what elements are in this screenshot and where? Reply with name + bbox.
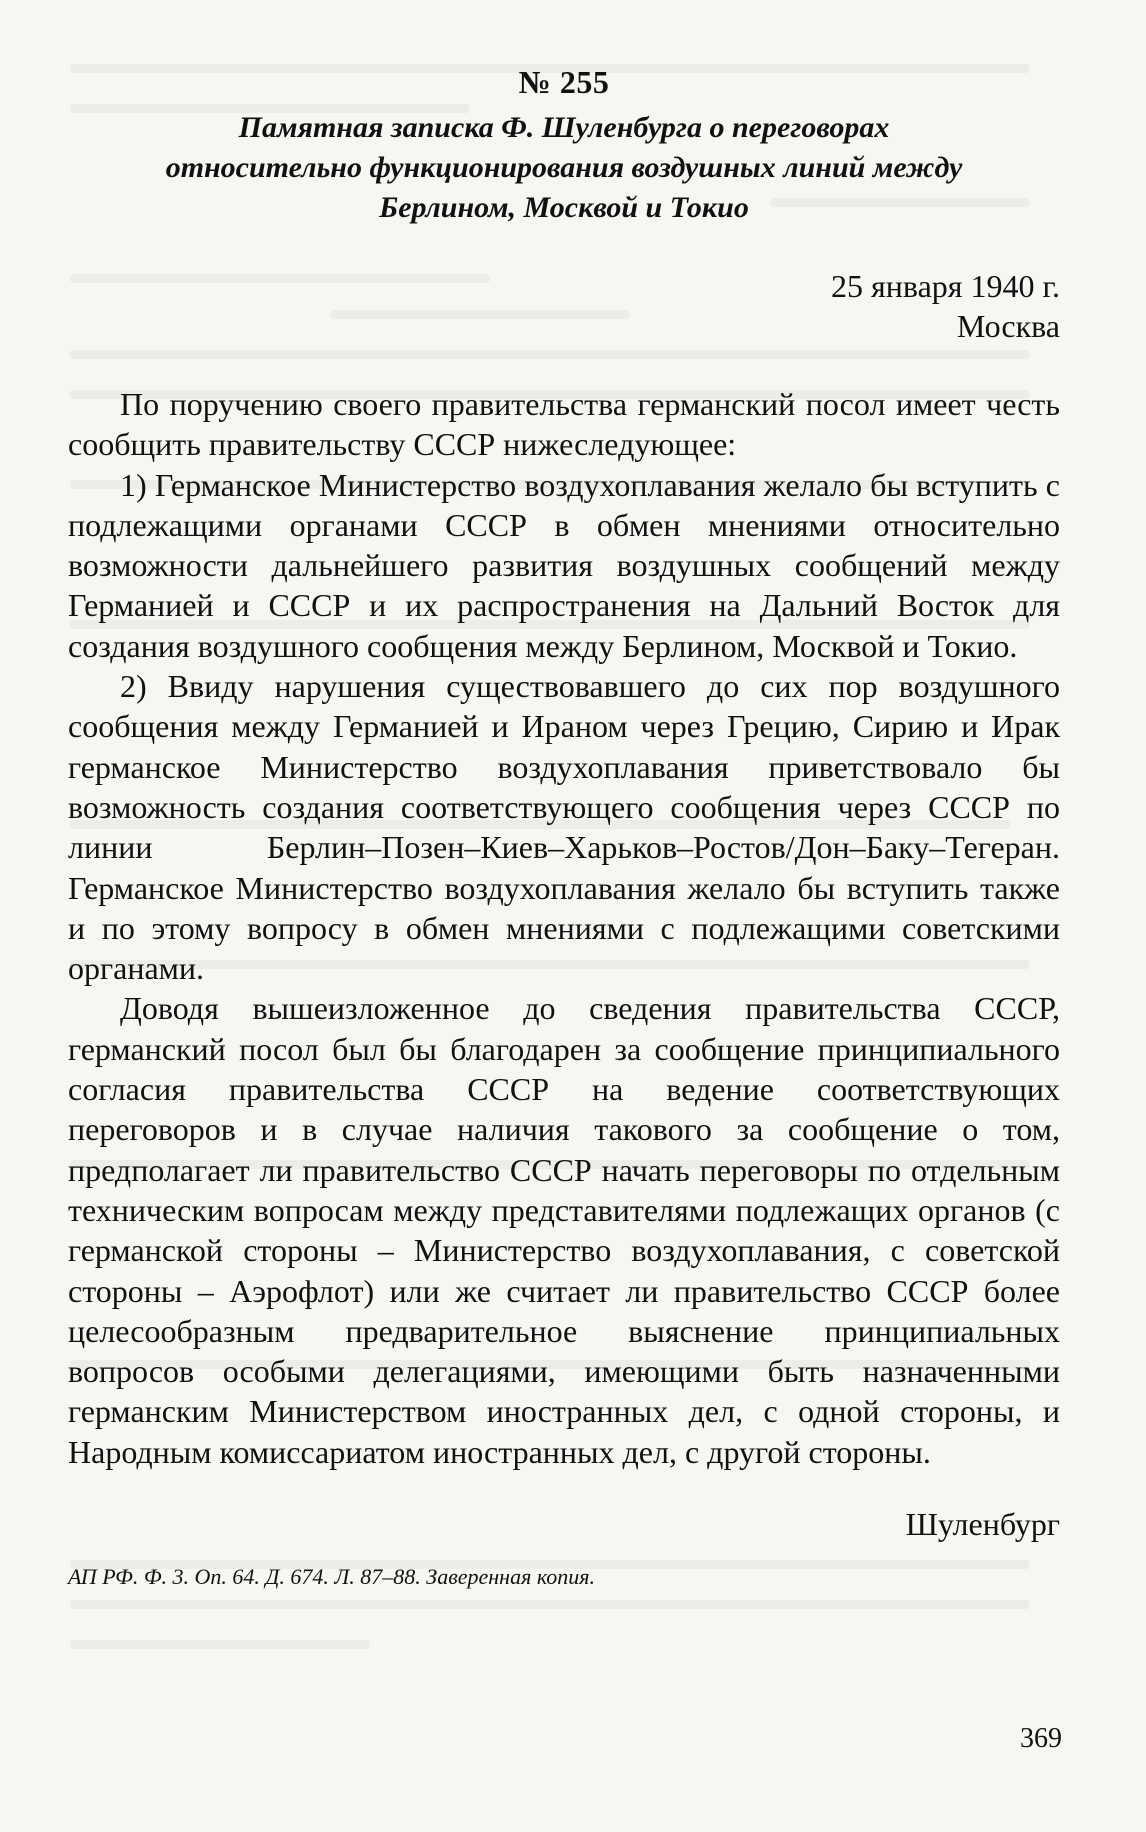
paragraph-intro: По поручению своего правительства германский посол имеет честь сообщить правительству СССР нижеследующее: (68, 386, 1060, 463)
paragraph-conclusion: Доводя вышеизложенное до сведения правительства СССР, германский посол был бы благодарен за сообщение принципиального согласия правительства СССР на ведение соответствующих переговоров и в случае наличия такового за сообщение о том, предполагает ли правительство СССР начать переговоры по отдельным техническим вопросам между представителями подлежащих органов (с германской стороны – Министерство воздухоплавания, с советской стороны – Аэрофлот) или же считает ли правительство СССР более целесообразным предварительное выяснение принципиальных вопросов особыми делегациями, имеющими быть назначенными германским Министерством иностранных дел, с одной стороны, и Народным комиссариатом иностранных дел, с другой стороны. (68, 990, 1060, 1470)
document-body (68, 384, 1060, 1472)
document-date: 25 января 1940 г. (831, 268, 1060, 304)
page-number: 369 (1020, 1723, 1062, 1754)
paragraph-item-1: 1) Германское Министерство воздухоплавания желало бы вступить с подлежащими органами СССР в обмен мнениями относительно возможности дальнейшего развития воздушных сообщений между Германией и СССР и их распространения на Дальний Восток для создания воздушного сообщения между Берлином, Москвой и Токио. (68, 466, 1060, 664)
signature: Шуленбург (905, 1506, 1060, 1543)
paragraph-item-2: 2) Ввиду нарушения существовавшего до сих пор воздушного сообщения между Германией и Ираном через Грецию, Сирию и Ирак германское Министерство воздухоплавания приветствовало бы возможность создания соответствующего сообщения через СССР по линии Берлин–Позен–Киев–Харьков–Ростов/Дон–Баку–Тегеран. Германское Министерство воздухоплавания желало бы вступить также и по этому вопросу в обмен мнениями с подлежащими советскими органами. (68, 668, 1060, 987)
document-content (68, 62, 1060, 1592)
date-place-block (68, 266, 1060, 346)
document-number: № 255 (518, 64, 610, 100)
document-place: Москва (956, 308, 1060, 344)
archive-reference: АП РФ. Ф. 3. Оп. 64. Д. 674. Л. 87–88. Заверенная копия. (68, 1564, 596, 1590)
document-title: Памятная записка Ф. Шуленбурга о переговорах относительно функционирования воздушных линий между Берлином, Москвой и Токио (165, 111, 963, 224)
